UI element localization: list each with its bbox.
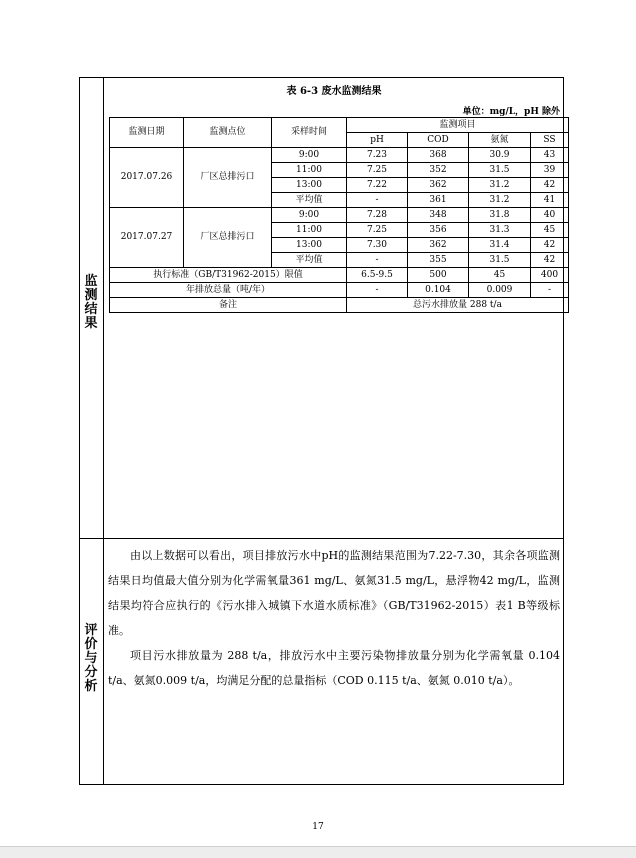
header-nh3: 氨氮 (469, 133, 531, 148)
table-row (110, 148, 569, 163)
cell-ph: 7.25 (347, 223, 408, 238)
cell-cod: 368 (408, 148, 469, 163)
annual-row (110, 283, 569, 298)
label-column-divider (103, 77, 104, 785)
cell-ph: - (347, 193, 408, 208)
cell-ss: 42 (531, 178, 569, 193)
cell-ph: 7.30 (347, 238, 408, 253)
cell-ph: - (347, 253, 408, 268)
table-title: 表 6-3 废水监测结果 (286, 86, 382, 97)
cell-time: 13:00 (272, 178, 347, 193)
cell-ss: 41 (531, 193, 569, 208)
cell-cod: 362 (408, 238, 469, 253)
label-char: 果 (84, 316, 98, 331)
label-char: 评 (84, 623, 98, 638)
cell-ss: 400 (531, 268, 569, 283)
label-char: 测 (84, 288, 98, 303)
annual-label: 年排放总量（吨/年） (110, 283, 347, 298)
header-date: 监测日期 (110, 118, 184, 148)
cell-nh3: 31.2 (469, 193, 531, 208)
cell-cod: 0.104 (408, 283, 469, 298)
cell-ss: 43 (531, 148, 569, 163)
cell-cod: 361 (408, 193, 469, 208)
cell-date: 2017.07.26 (110, 148, 184, 208)
viewer-bottom-edge (0, 846, 636, 847)
header-time: 采样时间 (272, 118, 347, 148)
label-char: 与 (84, 651, 98, 666)
cell-nh3: 0.009 (469, 283, 531, 298)
cell-ph: 7.23 (347, 148, 408, 163)
label-char: 分 (84, 665, 98, 680)
section-label-results (79, 275, 103, 331)
remark-row (110, 298, 569, 313)
cell-nh3: 31.4 (469, 238, 531, 253)
cell-cod: 500 (408, 268, 469, 283)
standard-row (110, 268, 569, 283)
cell-nh3: 31.3 (469, 223, 531, 238)
cell-ph: - (347, 283, 408, 298)
cell-point: 厂区总排污口 (184, 208, 272, 268)
label-char: 结 (84, 302, 98, 317)
remark-value: 总污水排放量 288 t/a (347, 298, 569, 313)
cell-time: 13:00 (272, 238, 347, 253)
cell-ss: 42 (531, 253, 569, 268)
cell-time: 平均值 (272, 193, 347, 208)
cell-time: 11:00 (272, 163, 347, 178)
cell-cod: 355 (408, 253, 469, 268)
header-ph: pH (347, 133, 408, 148)
section-label-analysis (79, 624, 103, 694)
cell-time: 11:00 (272, 223, 347, 238)
header-ss: SS (531, 133, 569, 148)
cell-nh3: 30.9 (469, 148, 531, 163)
cell-nh3: 31.2 (469, 178, 531, 193)
cell-ss: - (531, 283, 569, 298)
cell-time: 平均值 (272, 253, 347, 268)
header-point: 监测点位 (184, 118, 272, 148)
table-unit-note: 单位：mg/L，pH 除外 (462, 107, 560, 117)
standard-label: 执行标准（GB/T31962-2015）限值 (110, 268, 347, 283)
cell-point: 厂区总排污口 (184, 148, 272, 208)
cell-cod: 352 (408, 163, 469, 178)
table-header-row (110, 118, 569, 133)
wastewater-results-table (109, 117, 569, 313)
cell-ss: 40 (531, 208, 569, 223)
label-char: 价 (84, 637, 98, 652)
analysis-paragraph: 项目污水排放量为 288 t/a，排放污水中主要污染物排放量分别为化学需氧量 0.104 t/a、氨氮0.009 t/a，均满足分配的总量指标（COD 0.115 t/a、氨氮 0.010 t/a）。 (108, 649, 560, 687)
cell-nh3: 31.8 (469, 208, 531, 223)
cell-ss: 45 (531, 223, 569, 238)
cell-ss: 42 (531, 238, 569, 253)
cell-date: 2017.07.27 (110, 208, 184, 268)
remark-label: 备注 (110, 298, 347, 313)
analysis-paragraph: 由以上数据可以看出，项目排放污水中pH的监测结果范围为7.22-7.30，其余各项监测结果日均值最大值分别为化学需氧量361 mg/L、氨氮31.5 mg/L，悬浮物42 mg/L，监测结果均符合应执行的《污水排入城镇下水道水质标准》（GB/T31962-2015）表1 B等级标准。 (108, 549, 560, 637)
cell-ss: 39 (531, 163, 569, 178)
viewer-bottom-bar (0, 846, 636, 858)
label-char: 监 (84, 274, 98, 289)
header-cod: COD (408, 133, 469, 148)
section-divider (79, 538, 564, 539)
page-number: 17 (312, 822, 324, 832)
cell-time: 9:00 (272, 148, 347, 163)
cell-ph: 7.28 (347, 208, 408, 223)
cell-cod: 348 (408, 208, 469, 223)
cell-cod: 356 (408, 223, 469, 238)
cell-ph: 7.22 (347, 178, 408, 193)
cell-nh3: 31.5 (469, 163, 531, 178)
label-char: 析 (84, 679, 98, 694)
cell-nh3: 45 (469, 268, 531, 283)
table-row (110, 208, 569, 223)
cell-ph: 7.25 (347, 163, 408, 178)
analysis-text (108, 543, 560, 693)
cell-ph: 6.5-9.5 (347, 268, 408, 283)
cell-cod: 362 (408, 178, 469, 193)
header-items: 监测项目 (347, 118, 569, 133)
cell-time: 9:00 (272, 208, 347, 223)
cell-nh3: 31.5 (469, 253, 531, 268)
